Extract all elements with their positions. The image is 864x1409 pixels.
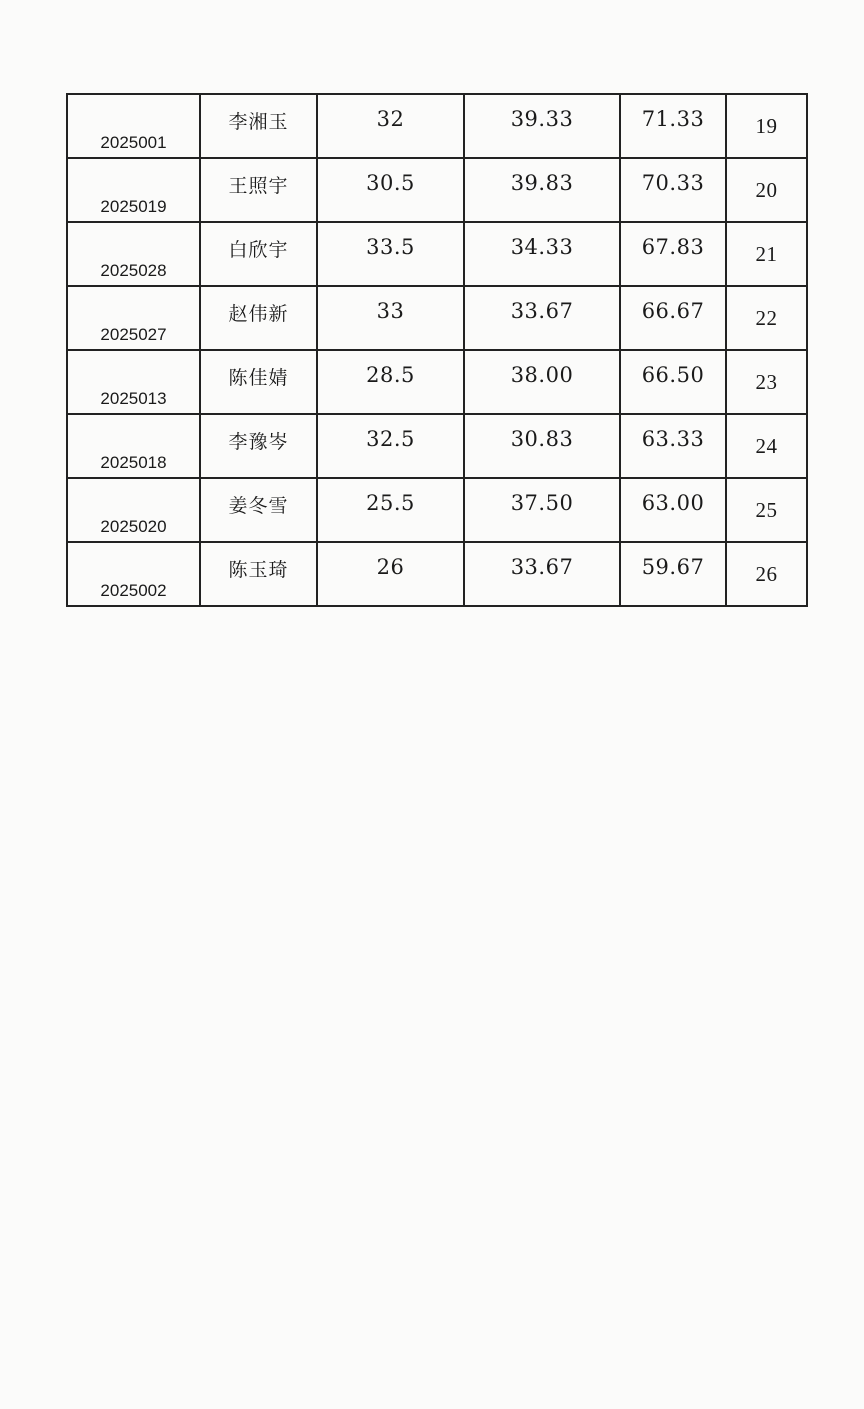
candidate-id-cell: 2025019 xyxy=(67,158,200,222)
total-score-cell: 70.33 xyxy=(620,158,726,222)
candidate-name-cell: 姜冬雪 xyxy=(200,478,317,542)
rank-cell: 19 xyxy=(726,94,807,158)
rank-cell: 25 xyxy=(726,478,807,542)
rank-cell: 24 xyxy=(726,414,807,478)
score-2-cell: 33.67 xyxy=(464,542,620,606)
candidate-id-cell: 2025028 xyxy=(67,222,200,286)
table-row xyxy=(67,542,807,606)
table-row xyxy=(67,286,807,350)
candidate-name-cell: 陈佳婧 xyxy=(200,350,317,414)
candidate-id-cell: 2025002 xyxy=(67,542,200,606)
score-1-cell: 32.5 xyxy=(317,414,464,478)
total-score-cell: 66.67 xyxy=(620,286,726,350)
score-2-cell: 33.67 xyxy=(464,286,620,350)
rank-cell: 21 xyxy=(726,222,807,286)
total-score-cell: 63.00 xyxy=(620,478,726,542)
score-2-cell: 34.33 xyxy=(464,222,620,286)
total-score-cell: 66.50 xyxy=(620,350,726,414)
rank-cell: 23 xyxy=(726,350,807,414)
candidate-id-cell: 2025027 xyxy=(67,286,200,350)
total-score-cell: 67.83 xyxy=(620,222,726,286)
score-1-cell: 26 xyxy=(317,542,464,606)
table-row xyxy=(67,478,807,542)
candidate-name-cell: 李豫岑 xyxy=(200,414,317,478)
score-1-cell: 33.5 xyxy=(317,222,464,286)
score-1-cell: 25.5 xyxy=(317,478,464,542)
score-table xyxy=(66,93,808,607)
candidate-name-cell: 陈玉琦 xyxy=(200,542,317,606)
candidate-id-cell: 2025020 xyxy=(67,478,200,542)
score-2-cell: 39.83 xyxy=(464,158,620,222)
candidate-name-cell: 李湘玉 xyxy=(200,94,317,158)
score-2-cell: 30.83 xyxy=(464,414,620,478)
score-2-cell: 38.00 xyxy=(464,350,620,414)
total-score-cell: 71.33 xyxy=(620,94,726,158)
rank-cell: 26 xyxy=(726,542,807,606)
candidate-name-cell: 王照宇 xyxy=(200,158,317,222)
score-table-body xyxy=(67,94,807,606)
rank-cell: 20 xyxy=(726,158,807,222)
table-row xyxy=(67,414,807,478)
table-row xyxy=(67,222,807,286)
total-score-cell: 59.67 xyxy=(620,542,726,606)
table-row xyxy=(67,350,807,414)
candidate-id-cell: 2025001 xyxy=(67,94,200,158)
score-1-cell: 28.5 xyxy=(317,350,464,414)
candidate-name-cell: 赵伟新 xyxy=(200,286,317,350)
score-1-cell: 33 xyxy=(317,286,464,350)
candidate-id-cell: 2025018 xyxy=(67,414,200,478)
table-row xyxy=(67,158,807,222)
score-1-cell: 30.5 xyxy=(317,158,464,222)
score-2-cell: 39.33 xyxy=(464,94,620,158)
candidate-id-cell: 2025013 xyxy=(67,350,200,414)
score-1-cell: 32 xyxy=(317,94,464,158)
total-score-cell: 63.33 xyxy=(620,414,726,478)
score-2-cell: 37.50 xyxy=(464,478,620,542)
candidate-name-cell: 白欣宇 xyxy=(200,222,317,286)
table-row xyxy=(67,94,807,158)
rank-cell: 22 xyxy=(726,286,807,350)
